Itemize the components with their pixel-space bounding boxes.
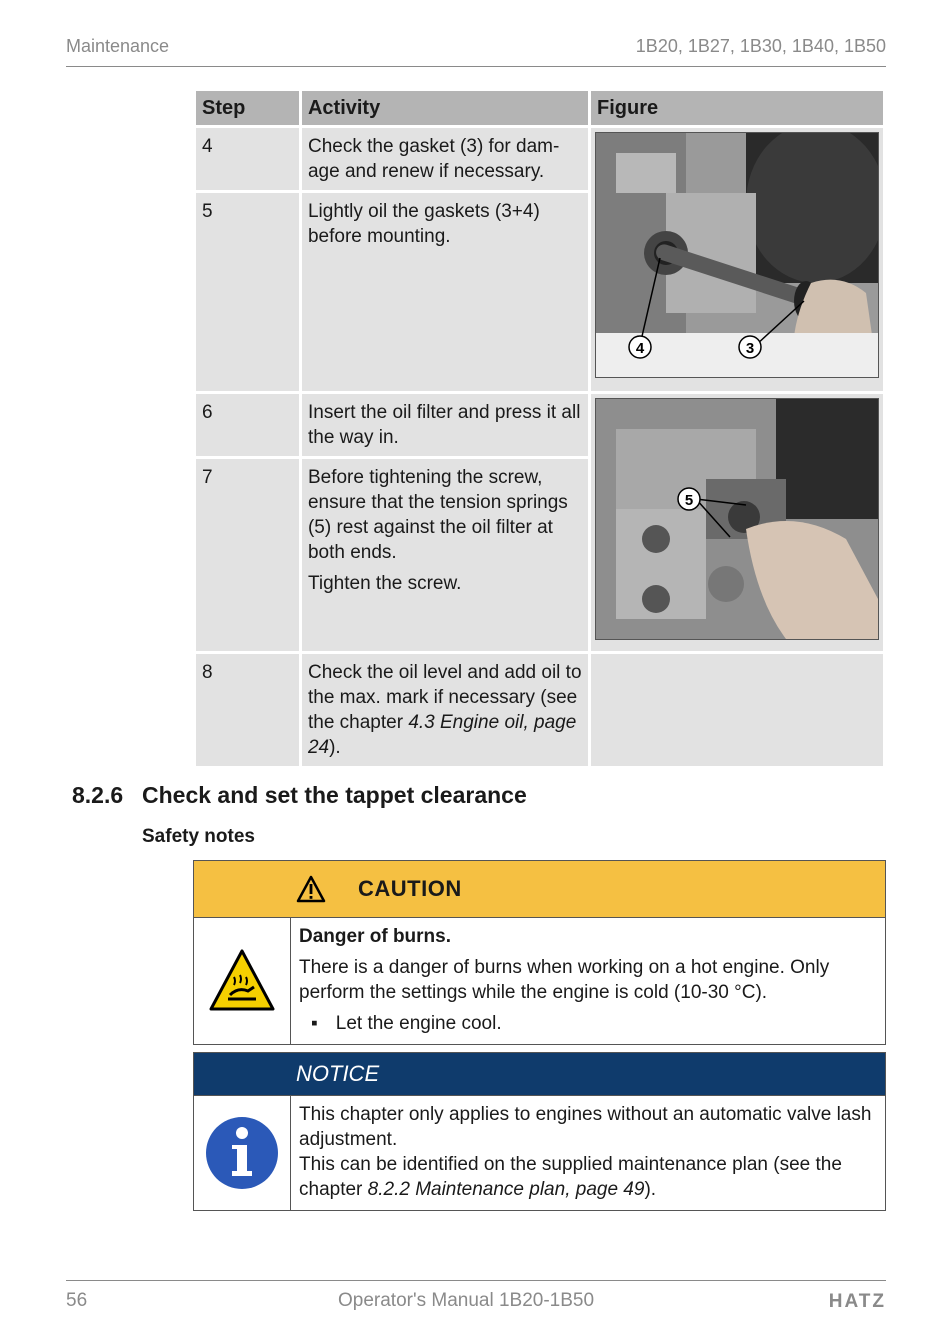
steps-table [193,88,886,769]
footer-manual-title: Operator's Manual 1B20-1B50 [338,1290,595,1311]
col-activity-header: Activity [302,91,588,125]
table-row [196,654,883,766]
hatz-logo: HATZ [828,1291,886,1312]
step-activity-text-2: Tighten the screw. [307,573,462,594]
callout-4: 4 [635,340,645,357]
step-number: 6 [196,394,299,456]
hot-surface-icon [208,947,276,1015]
step-activity: Check the gasket (3) for dam-age and renew if necessary. [302,128,588,190]
figure-cell [591,128,883,391]
notice-body [194,1095,885,1210]
step-activity [302,654,588,766]
notice-icon-col [194,1096,291,1210]
header-section: Maintenance [66,36,170,56]
step-activity [302,459,588,651]
header-rule [66,66,886,67]
step-activity-text: Before tightening the screw, ensure that the tension springs (5) rest against the oil filter at both ends. [307,467,568,563]
col-step-header: Step [196,91,299,125]
notice-text-2 [299,1152,877,1202]
section-title: Check and set the tappet clearance [142,782,527,808]
table-row [196,128,883,190]
caution-icon-col [194,918,291,1044]
caution-band [194,861,885,918]
callout-3: 3 [745,340,755,357]
figure-cell [591,394,883,651]
engine-photo-1 [596,133,878,377]
step-number: 8 [196,654,299,766]
caution-description: There is a danger of burns when working on a hot engine. Only perform the settings while the engine is cold (10-30 °C). [299,957,830,1003]
notice-text-2-post: ). [644,1179,657,1200]
table-header-row [196,91,883,125]
warning-triangle-icon [296,875,326,903]
step-number: 4 [196,128,299,190]
caution-box [193,860,886,1045]
caution-bullet-item [299,1011,877,1036]
step-activity: Insert the oil filter and press it all the way in. [302,394,588,456]
notice-text-1: This chapter only applies to engines without an automatic valve lash adjustment. [299,1104,872,1150]
step-activity: Lightly oil the gaskets (3+4) before mounting. [302,193,588,391]
figure-tension-springs [595,398,879,640]
figure-cell-empty [591,654,883,766]
callout-5: 5 [684,492,694,509]
step-activity-text-end: ). [329,737,341,758]
engine-photo-2 [596,399,878,639]
header-models: 1B20, 1B27, 1B30, 1B40, 1B50 [635,36,886,56]
caution-bullet-text: Let the engine cool. [335,1013,502,1034]
caution-text [291,918,885,1044]
footer-rule [66,1280,886,1281]
notice-text [291,1096,885,1210]
step-number: 7 [196,459,299,651]
notice-label: NOTICE [296,1061,380,1086]
step-number: 5 [196,193,299,391]
notice-band [194,1053,885,1095]
figure-oil-filter-gaskets [595,132,879,378]
notice-box [193,1052,886,1211]
step-activity-text: Check the oil level and add oil to the max. mark if necessary (see the chapter [307,662,582,733]
caution-label: CAUTION [358,876,462,901]
notice-text-2-pre: This can be identified on the supplied maintenance plan (see the chapter [299,1154,842,1200]
caution-body [194,918,885,1044]
col-figure-header: Figure [591,91,883,125]
chapter-link-maintenance-plan[interactable]: 8.2.2 Maintenance plan, page 49 [367,1179,645,1200]
section-number: 8.2.6 [72,782,124,808]
bullet-icon: ▪ [311,1013,318,1034]
caution-heading: Danger of burns. [299,926,452,947]
section-heading [72,782,527,809]
info-icon [204,1115,280,1191]
page-number: 56 [66,1290,88,1311]
table-row [196,394,883,456]
safety-notes-heading: Safety notes [142,826,255,847]
chapter-link-engine-oil[interactable]: 4.3 Engine oil, page 24 [307,712,577,758]
